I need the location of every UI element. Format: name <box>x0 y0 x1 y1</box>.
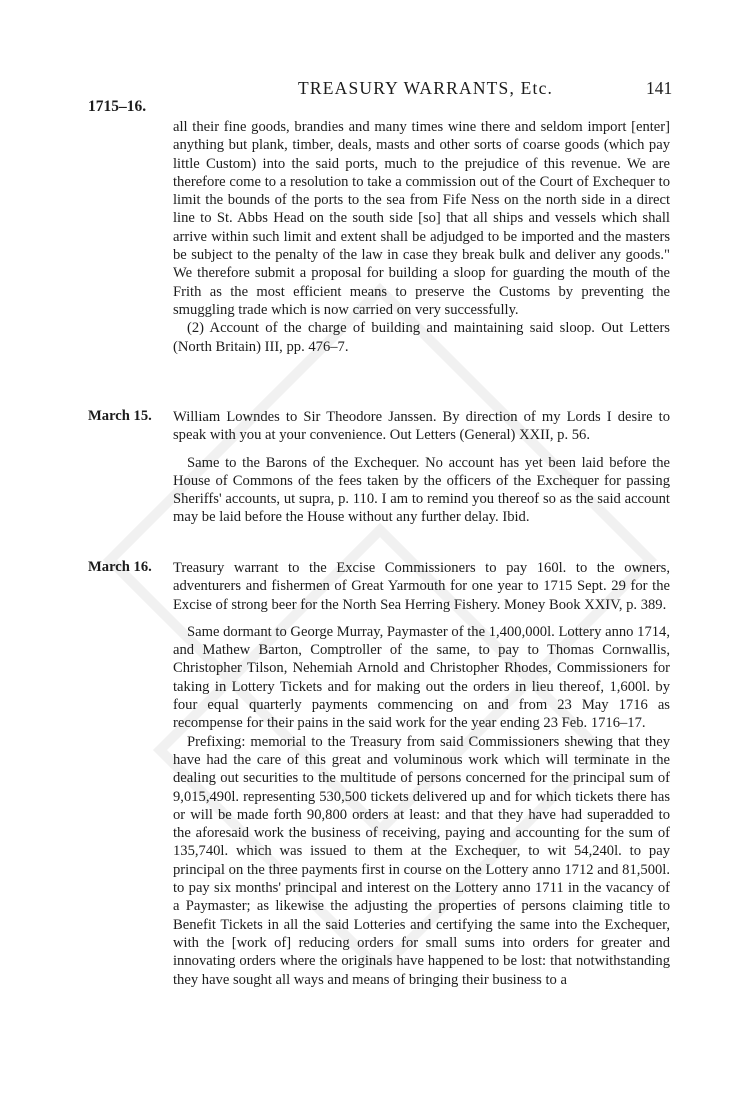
section-march-16 <box>173 559 670 989</box>
paragraph: (2) Account of the charge of building and maintaining said sloop. Out Letters (North Britain) III, pp. 476–7. <box>173 320 670 355</box>
paragraph: all their fine goods, brandies and many times wine there and seldom import [enter] anything but plank, timber, deals, masts and other sorts of coarse goods (which pay little Custom) into the said ports, much to the prejudice of this revenue. We are therefore come to a resolution to take a commission out of the Court of Exchequer to limit the bounds of the ports to the sea from Fife Ness on the north side in a direct line to St. Abbs Head on the south side [so] that all ships and vessels which shall arrive within such limit and extent shall be adjudged to be imported and the masters be subject to the penalty of the law in case they break bulk and deliver any goods." We therefore submit a proposal for building a sloop for guarding the mouth of the Frith as the most efficient means to preserve the Customs by preventing the smuggling trade which is now carried on very successfully. <box>173 119 670 318</box>
page-number: 141 <box>646 78 673 98</box>
paragraph: Treasury warrant to the Excise Commissioners to pay 160l. to the owners, adventurers and fishermen of Great Yarmouth for one year to 1715 Sept. 29 for the Excise of strong beer for the North Sea Herring Fishery. Money Book XXIV, p. 389. <box>173 560 670 613</box>
section-march-15 <box>173 408 670 527</box>
paragraph: Same dormant to George Murray, Paymaster of the 1,400,000l. Lottery anno 1714, and Mathew Barton, Comptroller of the same, to pay to Thomas Cornwallis, Christopher Tilson, Nehemiah Arnold and Christopher Rhodes, Commissioners for taking in Lottery Tickets and for making out the orders in lieu thereof, 1,600l. by four equal quarterly payments commencing on and from 23 May 1716 as recompense for their pains in the said work for the year ending 23 Feb. 1716–17. <box>173 623 670 732</box>
entry-date: March 16. <box>88 559 152 575</box>
running-title: TREASURY WARRANTS, Etc. <box>298 78 554 98</box>
paragraph: Same to the Barons of the Exchequer. No account has yet been laid before the House of Commons of the fees taken by the officers of the Exchequer for passing Sheriffs' accounts, ut supra, p. 110. I am to remind you thereof so as the said account may be laid before the House without any further delay. Ibid. <box>173 454 670 526</box>
paragraph: Prefixing: memorial to the Treasury from said Commissioners shewing that they have had the care of this great and voluminous work which will terminate in the dealing out securities to the multitude of persons concerned for the principal sum of 9,015,490l. representing 530,500 tickets delivered up and for which tickets there has or will be made forth 90,800 orders at least: and that they have had superadded to the aforesaid work the business of receiving, paying and accounting for the sum of 135,740l. which was issued to them at the Exchequer, to wit 54,240l. to pay principal on the three payments first in course on the Lottery anno 1712 and 81,500l. to pay six months' principal and interest on the Lottery anno 1711 in the vacancy of a Paymaster; as likewise the adjusting the properties of persons claiming title to Benefit Tickets in all the said Lotteries and certifying the same into the Exchequer, with the [work of] reducing orders for small sums into orders for greater and innovating orders where the originals have happened to be lost: that notwithstanding they have sought all ways and means of bringing their business to a <box>173 733 670 988</box>
paragraph: William Lowndes to Sir Theodore Janssen. By direction of my Lords I desire to speak with you at your convenience. Out Letters (General) XXII, p. 56. <box>173 409 670 444</box>
entry-date: March 15. <box>88 408 152 424</box>
margin-year: 1715–16. <box>88 98 147 115</box>
section-continuation <box>173 118 670 356</box>
